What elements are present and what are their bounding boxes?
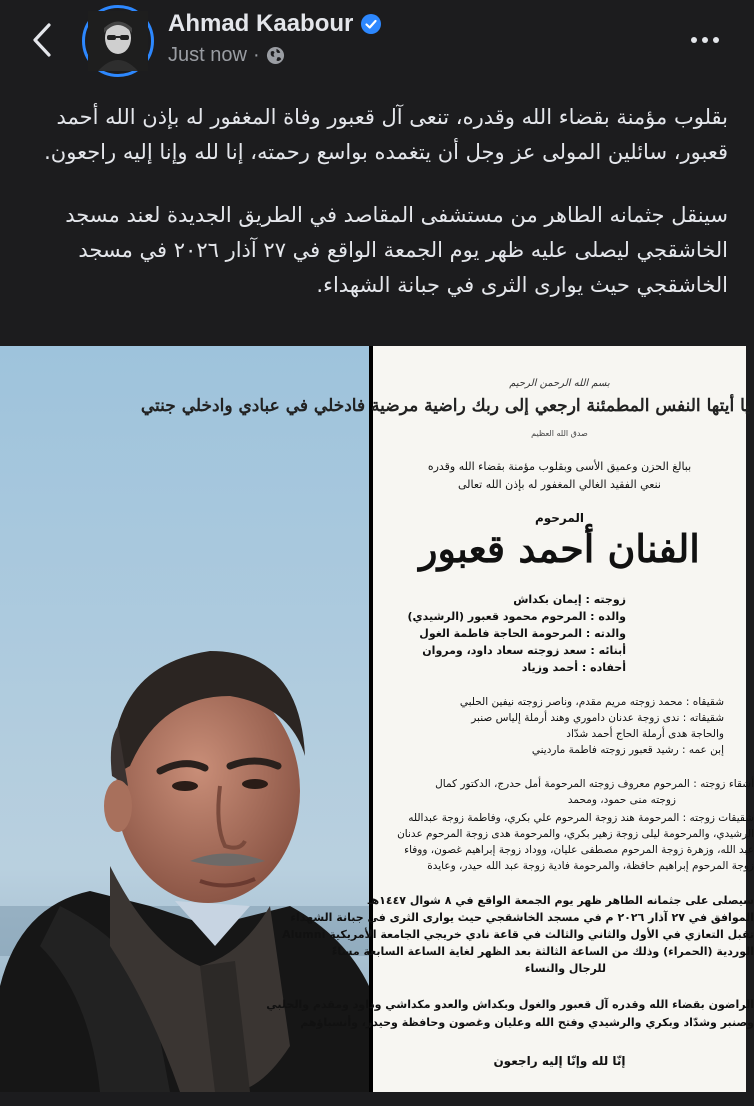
family-line: زوجته : إيمان بكداش	[513, 593, 626, 606]
globe-icon[interactable]	[266, 46, 285, 65]
inlaws-line: شقيقات زوجته : المرحومة هند زوجة المرحوم علي بكري، وفاطمة زوجة عبدالله	[408, 812, 754, 824]
inlaws-line: الرشيدي، والمرحومة ليلى زوجة زهير بكري، والمرحومة هدى زوجة المرحوم عدنان	[397, 828, 754, 840]
more-options-button[interactable]	[682, 24, 728, 56]
family-line: والده : المرحوم محمود قعبور (الرشيدي)	[407, 610, 626, 623]
portrait-photo[interactable]	[0, 346, 369, 1092]
notice-final-line: إنّا لله وإنّا إليه راجعون	[493, 1054, 626, 1068]
family-line: أحفاده : أحمد وزياد	[521, 661, 626, 674]
inlaws-line: زوجة المرحوم إبراهيم حافظة، والمرحومة فادية زوجة عبد الله حيدر، وعايدة	[427, 860, 754, 872]
verified-badge-icon	[361, 14, 381, 34]
post-meta	[168, 44, 285, 67]
closing-line: وصنبر وشدّاد وبكري والرشيدي وفتح الله وعليان وغصون وحافظة وحيدر، وأنسباؤهم	[300, 1016, 754, 1029]
post-caption	[14, 100, 728, 303]
funeral-line: تقبل التعازي في الأول والثاني والثالث في قاعة نادي خريجي الجامعة الأمريكية Alumni	[282, 928, 754, 941]
avatar-image	[88, 11, 148, 71]
notice-verse: يا أيتها النفس المطمئنة ارجعي إلى ربك راضية مرضية فادخلي في عبادي وادخلي جنتي	[140, 396, 750, 416]
post-media[interactable]	[0, 346, 754, 1092]
funeral-line: للرجال والنساء	[524, 962, 606, 975]
siblings-line: والحاجة هدى أرملة الحاج أحمد شدّاد	[566, 728, 724, 740]
notice-almarhoum: المرحوم	[534, 511, 585, 525]
back-button[interactable]	[22, 18, 62, 62]
notice-intro-1: ببالغ الحزن وعميق الأسى وبقلوب مؤمنة بقضاء الله وقدره	[427, 460, 692, 473]
notice-intro-2: ننعي الفقيد الغالي المغفور له بإذن الله تعالى	[457, 478, 661, 491]
siblings-line: إبن عمه : رشيد قعبور زوجته فاطمة مارديني	[531, 744, 724, 756]
notice-deceased-name: الفنان أحمد قعبور	[419, 526, 700, 571]
inlaws-line: زوجته منى حمود، ومحمد	[567, 794, 676, 806]
caption-paragraph-1: بقلوب مؤمنة بقضاء الله وقدره، تنعى آل قعبور وفاة المغفور له بإذن الله أحمد قعبور، سائلين المولى عز وجل أن يتغمده بواسع رحمته، إنا لله وإنا إليه راجعون.	[44, 105, 728, 164]
siblings-line: شقيقاه : محمد زوجته مريم مقدم، وناصر زوجته نيفين الحلبي	[459, 696, 724, 708]
closing-line: الراضون بقضاء الله وقدره آل قعبور والغول وبكداش والعدو مكداشي وداود ومقدم والحلبي	[266, 998, 754, 1011]
family-line: أبنائه : سعد زوجته سعاد داود، ومروان	[422, 644, 626, 657]
author-name[interactable]: Ahmad Kaabour	[168, 10, 354, 37]
back-chevron-icon	[31, 22, 53, 58]
post-header	[0, 0, 746, 86]
post-timestamp[interactable]: Just now	[168, 44, 247, 66]
inlaws-line: أشقاء زوجته : المرحوم معروف زوجته المرحومة أمل حدرج، الدكتور كمال	[435, 778, 754, 790]
meta-separator: ·	[252, 44, 260, 66]
funeral-line: الموافق في ٢٧ آذار ٢٠٢٦ م في مسجد الخاشقجي حيث يوارى الثرى في جبانة الشهداء	[290, 911, 754, 924]
author-avatar[interactable]	[82, 5, 154, 77]
siblings-line: شقيقاته : ندى زوجة عدنان داموري وهند أرملة إلياس صنبر	[471, 712, 724, 724]
obituary-notice-image[interactable]	[140, 346, 754, 1092]
funeral-line: الوردية (الحمراء) وذلك من الساعة الثالثة بعد الظهر لغاية الساعة السابعة مساءً	[331, 945, 754, 958]
notice-basmala: بسم الله الرحمن الرحيم	[509, 378, 610, 389]
inlaws-line: عبد الله، وزهرة زوجة المرحوم مصطفى عليان، ووداد زوجة إبراهيم غصون، ووفاء	[404, 844, 754, 856]
more-dots-icon	[691, 37, 697, 43]
notice-sadaqa: صدق الله العظيم	[531, 429, 588, 438]
family-line: والدته : المرحومة الحاجة فاطمة الغول	[419, 627, 626, 640]
caption-paragraph-2: سينقل جثمانه الطاهر من مستشفى المقاصد في الطريق الجديدة لعند مسجد الخاشقجي ليصلى عليه ظهر يوم الجمعة الواقع في ٢٧ آذار ٢٠٢٦ في مسجد الخاشقجي حيث يوارى الثرى في جبانة الشهداء.	[65, 203, 728, 297]
funeral-line: سيصلى على جثمانه الطاهر ظهر يوم الجمعة الواقع في ٨ شوال ١٤٤٧هـ	[367, 894, 754, 907]
